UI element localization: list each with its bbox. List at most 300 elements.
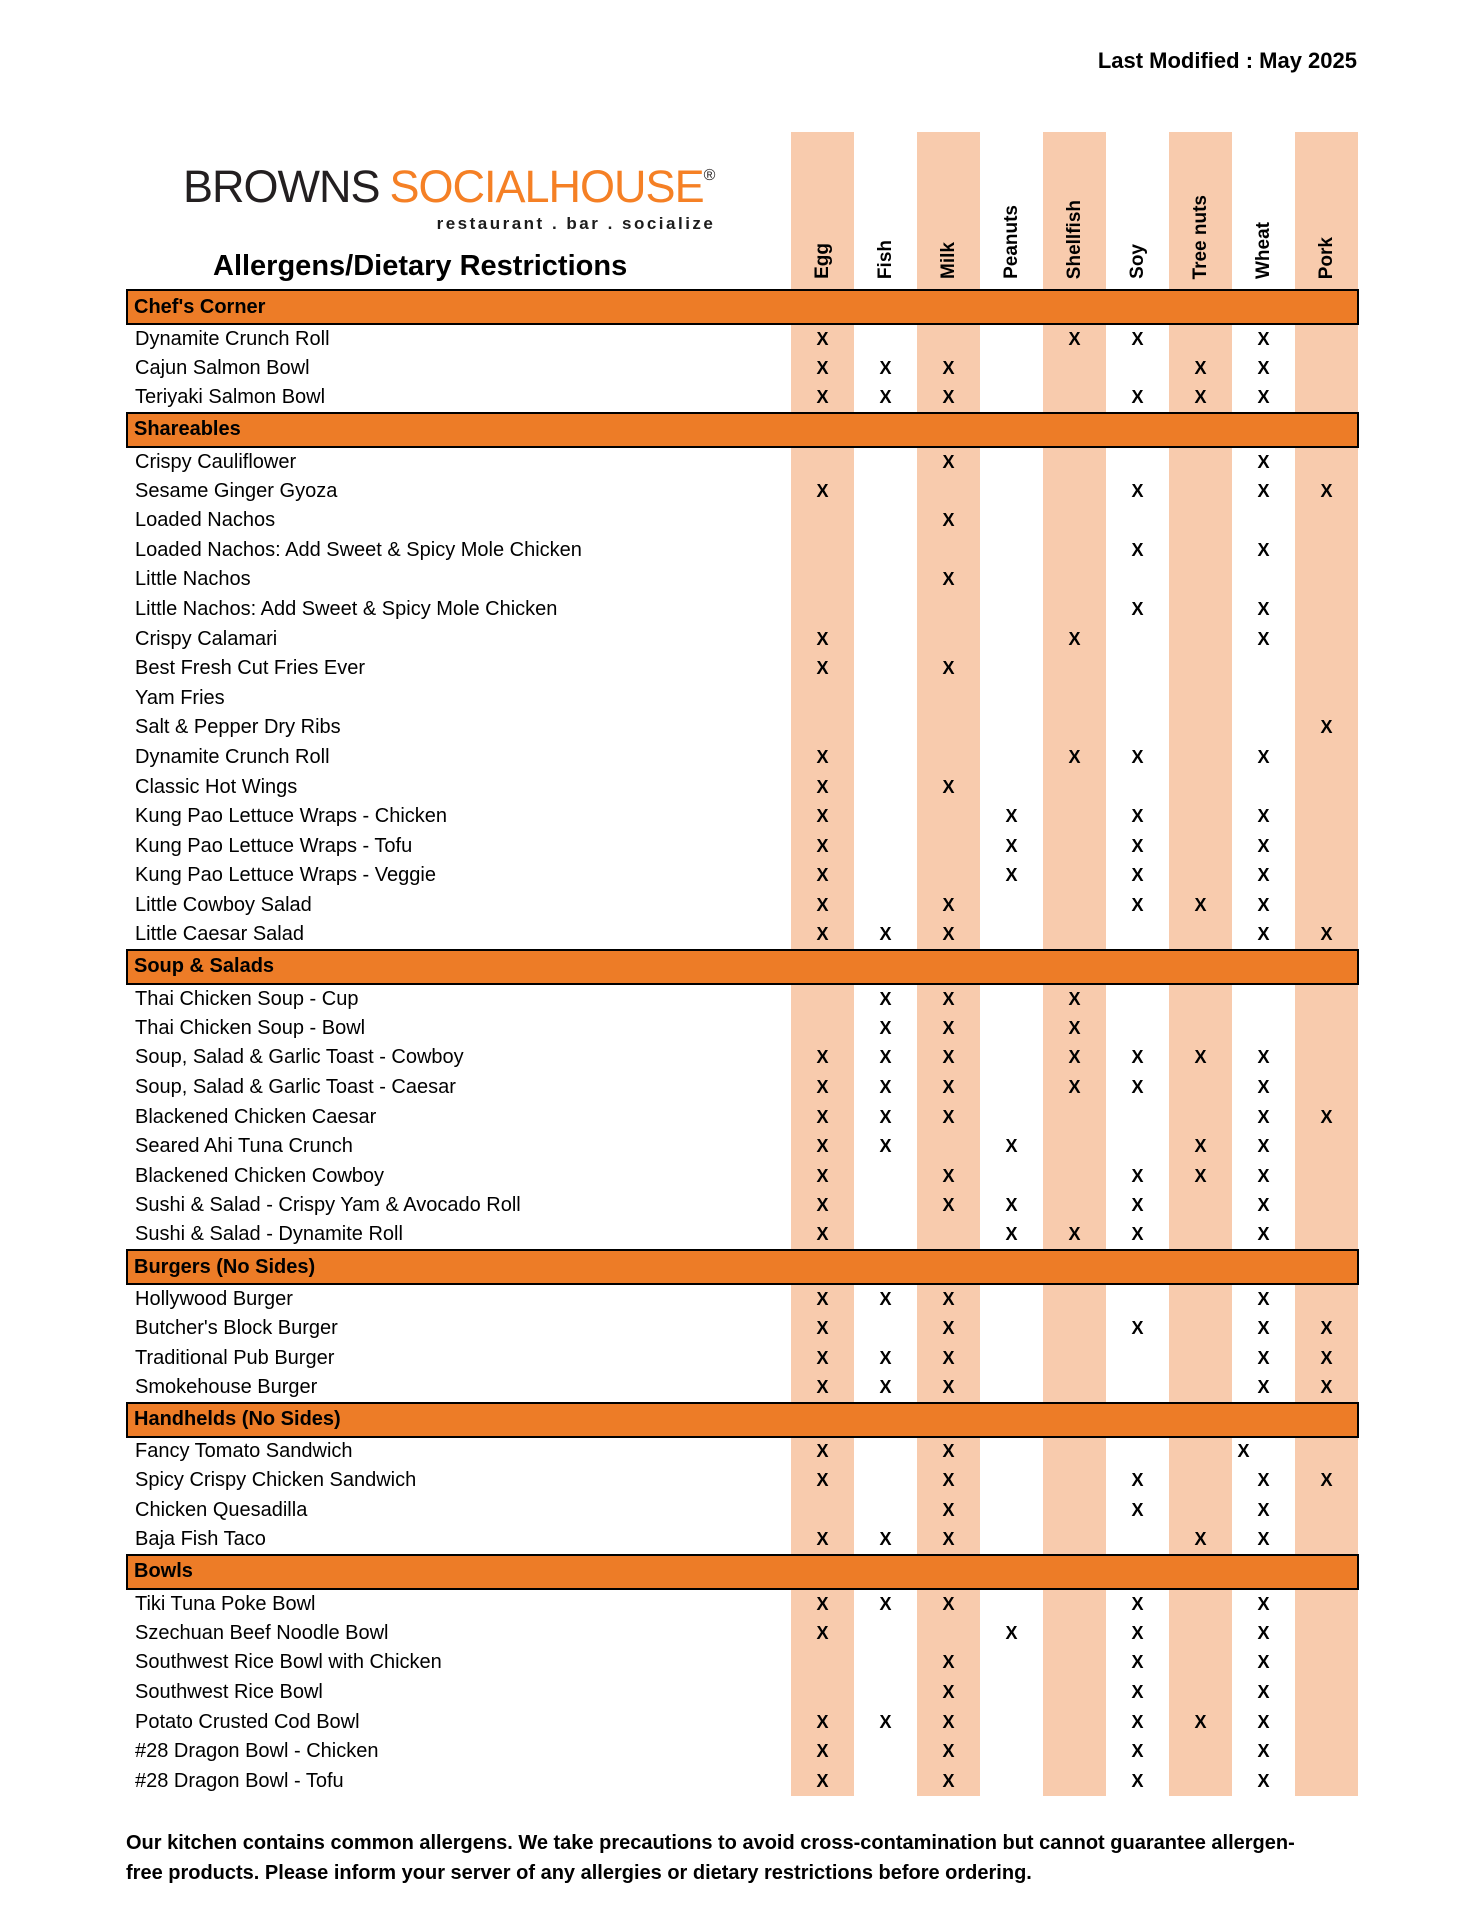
allergen-cell-milk: [917, 1707, 980, 1737]
allergen-cell-peanuts: [980, 802, 1043, 832]
menu-item-row: [127, 1648, 1358, 1678]
allergen-cell-milk: [917, 1013, 980, 1043]
allergen-cell-pork: [1295, 1589, 1358, 1619]
allergen-cell-egg: [791, 1496, 854, 1526]
allergen-x-mark: X: [1257, 1500, 1270, 1521]
allergen-cell-fish: [854, 1496, 917, 1526]
allergen-cell-egg: [791, 743, 854, 773]
allergen-x-mark: X: [879, 1376, 892, 1397]
menu-item-row: [127, 506, 1358, 536]
allergen-cell-egg: [791, 1314, 854, 1344]
allergen-cell-tree-nuts: [1169, 1619, 1232, 1649]
allergen-cell-egg: [791, 447, 854, 477]
allergen-cell-peanuts: [980, 1466, 1043, 1496]
allergen-x-mark: X: [816, 1165, 829, 1186]
allergen-cell-milk: [917, 1648, 980, 1678]
allergen-cell-pork: [1295, 1373, 1358, 1403]
allergen-cell-milk: [917, 891, 980, 921]
column-header-milk: [917, 132, 980, 290]
allergen-cell-shellfish: [1043, 984, 1106, 1014]
section-header: Bowls: [127, 1555, 1358, 1589]
allergen-cell-pork: [1295, 1767, 1358, 1797]
allergen-cell-shellfish: [1043, 1707, 1106, 1737]
column-header-label: Milk: [938, 242, 959, 279]
menu-item-name: Classic Hot Wings: [135, 775, 298, 798]
allergen-cell-tree-nuts: [1169, 1221, 1232, 1251]
allergen-cell-milk: [917, 383, 980, 413]
allergen-x-mark: X: [1257, 865, 1270, 886]
allergen-cell-fish: [854, 920, 917, 950]
allergen-cell-pork: [1295, 1284, 1358, 1314]
allergen-cell-soy: [1106, 1619, 1169, 1649]
allergen-cell-shellfish: [1043, 743, 1106, 773]
allergen-x-mark: X: [816, 386, 829, 407]
allergen-cell-tree-nuts: [1169, 1707, 1232, 1737]
menu-item-row: [127, 1589, 1358, 1619]
menu-item-name: #28 Dragon Bowl - Tofu: [135, 1769, 344, 1792]
allergen-cell-peanuts: [980, 1767, 1043, 1797]
menu-item-row: [127, 743, 1358, 773]
column-header-label: Wheat: [1253, 222, 1274, 279]
allergen-cell-pork: [1295, 324, 1358, 354]
allergen-x-mark: X: [1257, 357, 1270, 378]
allergen-cell-wheat: [1232, 654, 1295, 684]
allergen-cell-pork: [1295, 1043, 1358, 1073]
allergen-cell-tree-nuts: [1169, 1437, 1232, 1467]
allergen-cell-egg: [791, 324, 854, 354]
allergen-cell-shellfish: [1043, 1191, 1106, 1221]
allergen-cell-soy: [1106, 1496, 1169, 1526]
allergen-cell-milk: [917, 476, 980, 506]
allergen-x-mark: X: [942, 988, 955, 1009]
menu-item-row: [127, 684, 1358, 714]
allergen-x-mark: X: [1131, 386, 1144, 407]
allergen-x-mark: X: [1257, 747, 1270, 768]
allergen-cell-egg: [791, 354, 854, 384]
allergen-cell-tree-nuts: [1169, 684, 1232, 714]
allergen-cell-egg: [791, 565, 854, 595]
allergen-x-mark: X: [1131, 865, 1144, 886]
allergen-cell-fish: [854, 1466, 917, 1496]
allergen-cell-soy: [1106, 984, 1169, 1014]
allergen-cell-pork: [1295, 1161, 1358, 1191]
allergen-cell-egg: [791, 984, 854, 1014]
allergen-cell-soy: [1106, 476, 1169, 506]
allergen-cell-wheat: [1232, 920, 1295, 950]
allergen-cell-egg: [791, 1619, 854, 1649]
allergen-x-mark: X: [942, 1682, 955, 1703]
allergen-x-mark: X: [1257, 1347, 1270, 1368]
allergen-cell-egg: [791, 1191, 854, 1221]
allergen-x-mark: X: [816, 1318, 829, 1339]
allergen-cell-milk: [917, 1343, 980, 1373]
allergen-cell-fish: [854, 984, 917, 1014]
menu-item-name: Spicy Crispy Chicken Sandwich: [135, 1469, 417, 1492]
allergen-cell-pork: [1295, 1466, 1358, 1496]
allergen-cell-pork: [1295, 447, 1358, 477]
allergen-x-mark: X: [1320, 480, 1333, 501]
allergen-cell-fish: [854, 1314, 917, 1344]
allergen-cell-egg: [791, 832, 854, 862]
allergen-x-mark: X: [1320, 1318, 1333, 1339]
allergen-x-mark: X: [1068, 1224, 1081, 1245]
allergen-cell-milk: [917, 447, 980, 477]
allergen-x-mark: X: [942, 510, 955, 531]
allergen-cell-tree-nuts: [1169, 1013, 1232, 1043]
allergen-cell-wheat: [1232, 624, 1295, 654]
allergen-x-mark: X: [1005, 1224, 1018, 1245]
allergen-cell-fish: [854, 1013, 917, 1043]
allergen-cell-wheat: [1232, 1284, 1295, 1314]
allergen-cell-wheat: [1232, 1737, 1295, 1767]
allergen-cell-peanuts: [980, 1314, 1043, 1344]
allergen-cell-wheat: [1232, 1343, 1295, 1373]
allergen-cell-tree-nuts: [1169, 1648, 1232, 1678]
allergen-cell-pork: [1295, 506, 1358, 536]
allergen-cell-egg: [791, 1221, 854, 1251]
menu-item-row: [127, 1102, 1358, 1132]
allergen-cell-peanuts: [980, 1161, 1043, 1191]
logo-socialhouse-text: SOCIALHOUSE: [389, 161, 704, 212]
allergen-x-mark: X: [1257, 1770, 1270, 1791]
allergen-cell-peanuts: [980, 1737, 1043, 1767]
allergen-cell-fish: [854, 1343, 917, 1373]
allergen-x-mark: X: [942, 1593, 955, 1614]
allergen-cell-pork: [1295, 1737, 1358, 1767]
allergen-x-mark: X: [1257, 1682, 1270, 1703]
allergen-x-mark: X: [1131, 1652, 1144, 1673]
menu-item-row: [127, 1678, 1358, 1708]
column-header-label: Egg: [812, 243, 833, 279]
allergen-cell-wheat: [1232, 713, 1295, 743]
allergen-cell-soy: [1106, 920, 1169, 950]
menu-item-row: [127, 324, 1358, 354]
allergen-x-mark: X: [816, 1076, 829, 1097]
allergen-cell-shellfish: [1043, 1737, 1106, 1767]
logo-browns-text: BROWNS: [183, 161, 380, 212]
allergen-cell-tree-nuts: [1169, 1589, 1232, 1619]
allergen-cell-egg: [791, 713, 854, 743]
allergen-x-mark: X: [1131, 806, 1144, 827]
allergen-cell-tree-nuts: [1169, 447, 1232, 477]
allergen-cell-milk: [917, 506, 980, 536]
allergen-cell-shellfish: [1043, 1648, 1106, 1678]
allergen-cell-egg: [791, 1132, 854, 1162]
allergen-cell-tree-nuts: [1169, 1314, 1232, 1344]
allergen-cell-tree-nuts: [1169, 1737, 1232, 1767]
allergen-x-mark: X: [816, 1593, 829, 1614]
allergen-cell-soy: [1106, 1073, 1169, 1103]
allergen-cell-pork: [1295, 654, 1358, 684]
allergen-x-mark: X: [942, 924, 955, 945]
allergen-cell-milk: [917, 861, 980, 891]
allergen-x-mark: X: [1068, 1076, 1081, 1097]
allergen-cell-tree-nuts: [1169, 536, 1232, 566]
allergen-cell-pork: [1295, 802, 1358, 832]
allergen-x-mark: X: [879, 1289, 892, 1310]
allergen-cell-egg: [791, 624, 854, 654]
allergen-x-mark: X: [1320, 1106, 1333, 1127]
allergen-cell-soy: [1106, 891, 1169, 921]
allergen-cell-pork: [1295, 832, 1358, 862]
allergen-cell-milk: [917, 1221, 980, 1251]
allergen-x-mark: X: [1257, 480, 1270, 501]
allergen-cell-shellfish: [1043, 447, 1106, 477]
allergen-x-mark: X: [942, 1470, 955, 1491]
allergen-cell-soy: [1106, 1678, 1169, 1708]
allergen-cell-pork: [1295, 743, 1358, 773]
allergen-cell-wheat: [1232, 565, 1295, 595]
allergen-cell-milk: [917, 1678, 980, 1708]
allergen-cell-peanuts: [980, 684, 1043, 714]
allergen-cell-peanuts: [980, 1132, 1043, 1162]
menu-item-name: Salt & Pepper Dry Ribs: [135, 716, 341, 739]
allergen-cell-fish: [854, 1373, 917, 1403]
allergen-x-mark: X: [1320, 1347, 1333, 1368]
menu-item-row: [127, 536, 1358, 566]
menu-item-name: Traditional Pub Burger: [135, 1346, 335, 1369]
allergen-x-mark: X: [816, 1441, 829, 1462]
menu-item-name: Chicken Quesadilla: [135, 1499, 308, 1522]
allergen-cell-tree-nuts: [1169, 1043, 1232, 1073]
menu-item-row: [127, 1373, 1358, 1403]
allergen-cell-milk: [917, 1496, 980, 1526]
allergen-cell-wheat: [1232, 772, 1295, 802]
allergen-cell-pork: [1295, 1525, 1358, 1555]
allergen-cell-tree-nuts: [1169, 832, 1232, 862]
allergen-x-mark: X: [1257, 628, 1270, 649]
allergen-cell-shellfish: [1043, 1102, 1106, 1132]
allergen-cell-peanuts: [980, 1525, 1043, 1555]
allergen-cell-wheat: [1232, 506, 1295, 536]
allergen-cell-egg: [791, 684, 854, 714]
allergen-x-mark: X: [942, 776, 955, 797]
menu-item-row: [127, 832, 1358, 862]
allergen-cell-pork: [1295, 891, 1358, 921]
allergen-cell-milk: [917, 565, 980, 595]
allergen-cell-egg: [791, 1437, 854, 1467]
allergen-x-mark: X: [816, 1770, 829, 1791]
allergen-x-mark: X: [816, 776, 829, 797]
allergen-cell-shellfish: [1043, 1132, 1106, 1162]
allergen-cell-soy: [1106, 1043, 1169, 1073]
allergen-cell-shellfish: [1043, 354, 1106, 384]
allergen-cell-peanuts: [980, 1013, 1043, 1043]
allergen-x-mark: X: [816, 835, 829, 856]
allergen-cell-peanuts: [980, 832, 1043, 862]
allergen-cell-wheat: [1232, 476, 1295, 506]
allergen-cell-milk: [917, 1437, 980, 1467]
allergen-cell-peanuts: [980, 1343, 1043, 1373]
allergen-cell-soy: [1106, 1707, 1169, 1737]
allergen-x-mark: X: [816, 1470, 829, 1491]
allergen-cell-shellfish: [1043, 1678, 1106, 1708]
allergen-cell-peanuts: [980, 1496, 1043, 1526]
menu-item-name: Little Nachos: [135, 568, 251, 591]
allergen-cell-tree-nuts: [1169, 506, 1232, 536]
menu-item-row: [127, 1221, 1358, 1251]
allergen-cell-fish: [854, 1767, 917, 1797]
allergen-cell-pork: [1295, 595, 1358, 625]
allergen-cell-peanuts: [980, 713, 1043, 743]
menu-item-name: Dynamite Crunch Roll: [135, 746, 330, 769]
allergen-cell-pork: [1295, 1343, 1358, 1373]
allergen-x-mark: X: [942, 894, 955, 915]
allergen-cell-wheat: [1232, 1191, 1295, 1221]
allergen-x-mark: X: [942, 658, 955, 679]
allergen-x-mark: X: [942, 1347, 955, 1368]
allergen-cell-milk: [917, 354, 980, 384]
menu-item-name: Blackened Chicken Cowboy: [135, 1164, 385, 1187]
column-header-fish: [854, 132, 917, 290]
allergen-cell-peanuts: [980, 1221, 1043, 1251]
allergen-cell-milk: [917, 1525, 980, 1555]
allergen-x-mark: X: [942, 357, 955, 378]
allergen-x-mark: X: [879, 1017, 892, 1038]
allergen-cell-shellfish: [1043, 654, 1106, 684]
menu-item-row: [127, 802, 1358, 832]
allergen-cell-pork: [1295, 772, 1358, 802]
allergen-cell-tree-nuts: [1169, 595, 1232, 625]
allergen-cell-soy: [1106, 772, 1169, 802]
allergen-cell-fish: [854, 1589, 917, 1619]
allergen-cell-milk: [917, 1043, 980, 1073]
allergen-cell-tree-nuts: [1169, 1073, 1232, 1103]
allergen-x-mark: X: [942, 451, 955, 472]
menu-item-name: Baja Fish Taco: [135, 1528, 266, 1551]
allergen-x-mark: X: [1194, 386, 1207, 407]
allergen-x-mark: X: [1068, 328, 1081, 349]
allergen-x-mark: X: [942, 1289, 955, 1310]
allergen-x-mark: X: [1194, 1136, 1207, 1157]
allergen-cell-milk: [917, 832, 980, 862]
allergen-x-mark: X: [879, 988, 892, 1009]
menu-item-name: Sushi & Salad - Crispy Yam & Avocado Roll: [135, 1194, 521, 1217]
menu-item-row: [127, 1707, 1358, 1737]
allergen-x-mark: X: [1257, 1593, 1270, 1614]
allergen-cell-wheat: [1232, 1221, 1295, 1251]
allergen-cell-peanuts: [980, 324, 1043, 354]
last-modified-label: Last Modified : May 2025: [1097, 48, 1357, 73]
allergen-cell-soy: [1106, 1767, 1169, 1797]
allergen-cell-shellfish: [1043, 891, 1106, 921]
allergen-cell-wheat: [1232, 1132, 1295, 1162]
allergen-cell-soy: [1106, 1191, 1169, 1221]
allergen-cell-egg: [791, 536, 854, 566]
allergen-cell-shellfish: [1043, 1221, 1106, 1251]
allergen-x-mark: X: [816, 1224, 829, 1245]
allergen-cell-milk: [917, 802, 980, 832]
allergen-cell-tree-nuts: [1169, 624, 1232, 654]
allergen-x-mark: X: [1068, 1017, 1081, 1038]
allergen-cell-fish: [854, 743, 917, 773]
menu-item-name: Little Caesar Salad: [135, 923, 304, 946]
allergen-x-mark: X: [942, 1318, 955, 1339]
menu-item-name: Sushi & Salad - Dynamite Roll: [135, 1223, 403, 1246]
allergen-x-mark: X: [942, 1711, 955, 1732]
allergen-x-mark: X: [816, 894, 829, 915]
column-header-soy: [1106, 132, 1169, 290]
allergen-cell-egg: [791, 1013, 854, 1043]
allergen-cell-milk: [917, 536, 980, 566]
allergen-cell-fish: [854, 1043, 917, 1073]
allergen-cell-fish: [854, 684, 917, 714]
allergen-cell-egg: [791, 1284, 854, 1314]
allergen-cell-soy: [1106, 1221, 1169, 1251]
allergen-cell-fish: [854, 383, 917, 413]
menu-item-name: Southwest Rice Bowl: [135, 1681, 323, 1704]
menu-item-name: Soup, Salad & Garlic Toast - Cowboy: [135, 1046, 464, 1069]
section-row-chef-s-corner: [127, 290, 1358, 324]
allergen-cell-soy: [1106, 1525, 1169, 1555]
menu-item-name: Szechuan Beef Noodle Bowl: [135, 1621, 389, 1644]
allergen-cell-tree-nuts: [1169, 984, 1232, 1014]
allergen-x-mark: X: [879, 1593, 892, 1614]
allergen-cell-tree-nuts: [1169, 654, 1232, 684]
allergen-x-mark: X: [1257, 539, 1270, 560]
allergen-x-mark: X: [879, 386, 892, 407]
table-corner-header: [127, 132, 791, 290]
allergen-x-mark: X: [1257, 1711, 1270, 1732]
allergen-cell-pork: [1295, 476, 1358, 506]
allergen-cell-fish: [854, 654, 917, 684]
allergen-cell-soy: [1106, 713, 1169, 743]
menu-item-row: [127, 565, 1358, 595]
allergen-cell-tree-nuts: [1169, 1496, 1232, 1526]
allergen-cell-milk: [917, 920, 980, 950]
allergen-x-mark: X: [1257, 451, 1270, 472]
allergen-cell-wheat: [1232, 802, 1295, 832]
allergen-cell-soy: [1106, 1466, 1169, 1496]
menu-item-row: [127, 1496, 1358, 1526]
allergen-cell-tree-nuts: [1169, 1767, 1232, 1797]
allergen-cell-fish: [854, 1161, 917, 1191]
allergen-x-mark: X: [879, 1529, 892, 1550]
allergen-x-mark: X: [1257, 1195, 1270, 1216]
allergen-x-mark: X: [816, 1047, 829, 1068]
allergen-cell-shellfish: [1043, 624, 1106, 654]
allergen-cell-wheat: [1232, 1707, 1295, 1737]
allergen-cell-wheat: [1232, 1437, 1295, 1467]
allergen-cell-pork: [1295, 1073, 1358, 1103]
allergen-x-mark: X: [1257, 1289, 1270, 1310]
allergen-cell-fish: [854, 1619, 917, 1649]
allergen-cell-tree-nuts: [1169, 1191, 1232, 1221]
allergen-x-mark: X: [1257, 924, 1270, 945]
allergen-cell-peanuts: [980, 565, 1043, 595]
allergen-x-mark: X: [816, 1741, 829, 1762]
allergen-cell-milk: [917, 1373, 980, 1403]
allergen-x-mark: X: [1005, 1195, 1018, 1216]
allergen-cell-milk: [917, 1161, 980, 1191]
allergen-cell-soy: [1106, 1648, 1169, 1678]
menu-item-name: Thai Chicken Soup - Cup: [135, 987, 359, 1010]
allergen-x-mark: X: [1194, 894, 1207, 915]
menu-item-name: Crispy Calamari: [135, 627, 278, 650]
allergen-cell-egg: [791, 1589, 854, 1619]
allergen-cell-pork: [1295, 984, 1358, 1014]
allergen-cell-milk: [917, 984, 980, 1014]
allergen-cell-tree-nuts: [1169, 1132, 1232, 1162]
allergen-x-mark: X: [1005, 1622, 1018, 1643]
allergen-cell-soy: [1106, 624, 1169, 654]
allergen-x-mark: X: [1257, 1529, 1270, 1550]
allergen-x-mark: X: [1257, 1470, 1270, 1491]
allergen-cell-milk: [917, 654, 980, 684]
allergen-cell-wheat: [1232, 1161, 1295, 1191]
allergen-x-mark: X: [1131, 835, 1144, 856]
allergen-x-mark: X: [1257, 1136, 1270, 1157]
